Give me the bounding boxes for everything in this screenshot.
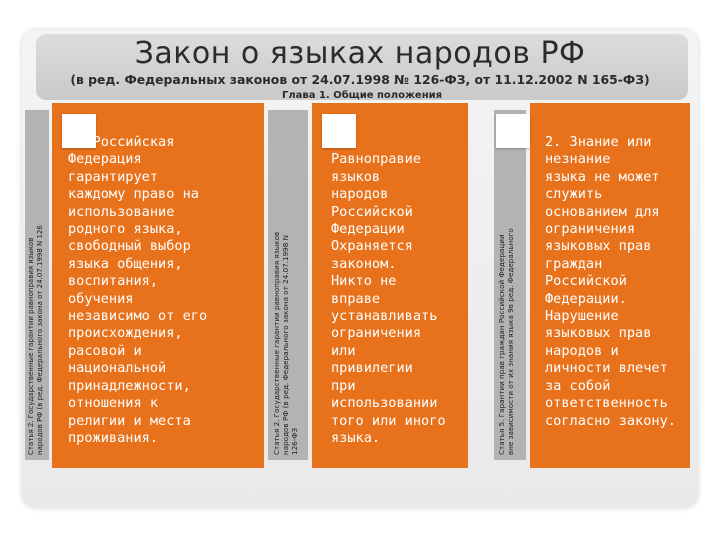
panel-text-2: 4. Равноправие языков народов Российской Федерации Охраняется законом. Никто не вправе устанавливать ограничения или привилегии при использовании того или иного языка.	[331, 134, 446, 446]
chapter-heading: Глава 1. Общие положения	[281, 90, 443, 101]
vertical-label-article-2a: Статья 2. Государственные гарантии равноправия языков народов РФ (в ред. Федерального закона от 24.07.1998 N 126	[27, 225, 44, 455]
vertical-label-article-5: Статья 5. Гарантии прав граждан Российской Федерации вне зависимости от их знания языка 9в ред. Федерального	[497, 228, 516, 455]
panel-text-1: 1. Российская Федерация гарантирует каждому право на использование родного языка, свободный выбор языка общения, воспитания, обучения независимо от его происхождения, расовой и национальной принадлежности, отношения к религии и места проживания.	[68, 134, 208, 446]
vertical-label-article-2b: Статья 2. Государственные гарантии равноправия языков народов РФ (в ред. Федерального закона от 24.07.1998 N 126-ФЗ	[272, 231, 300, 455]
bullet-square-3	[496, 114, 530, 148]
panel-text-3: 2. Знание или незнание языка не может служить основанием для ограничения языковых прав граждан Российской Федерации. Нарушение языковых прав народов и личности влечет за собой ответственность согласно закону.	[545, 134, 676, 429]
slide-title: Закон о языках народов РФ	[134, 36, 586, 71]
slide-subtitle: (в ред. Федеральных законов от 24.07.1998 № 126-ФЗ, от 11.12.2002 N 165-ФЗ)	[70, 72, 650, 87]
